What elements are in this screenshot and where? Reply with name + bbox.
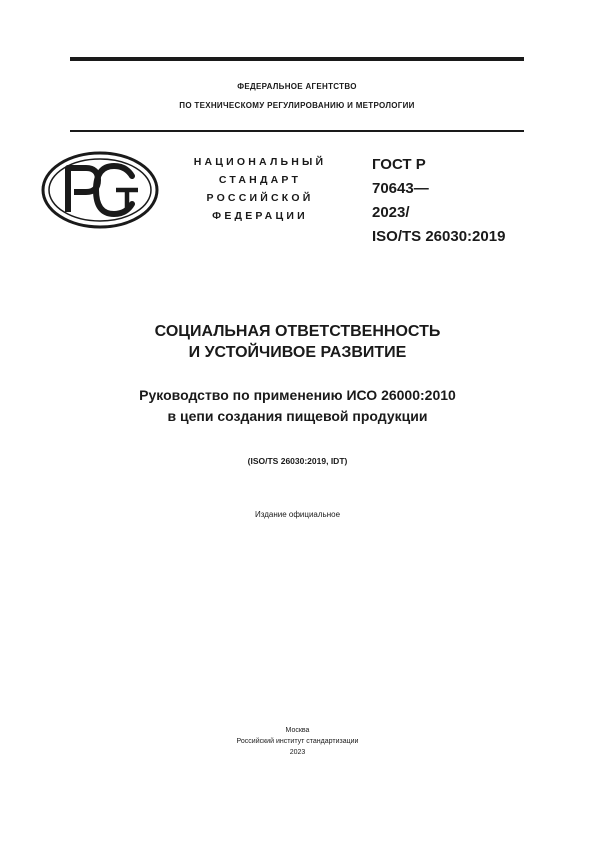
- subtitle-line-1: Руководство по применению ИСО 26000:2010: [139, 387, 456, 403]
- title-line-1: СОЦИАЛЬНАЯ ОТВЕТСТВЕННОСТЬ: [154, 323, 441, 340]
- national-standard-line-3: РОССИЙСКОЙ: [206, 192, 314, 204]
- title-line-2: И УСТОЙЧИВОЕ РАЗВИТИЕ: [188, 344, 407, 361]
- publisher-city: Москва: [285, 727, 310, 734]
- designation-line-4: ISO/TS 26030:2019: [372, 228, 506, 245]
- publisher-institute: Российский институт стандартизации: [236, 738, 359, 745]
- gost-r-emblem-icon: [40, 150, 160, 230]
- agency-line-1: ФЕДЕРАЛЬНОЕ АГЕНТСТВО: [237, 82, 357, 91]
- designation-line-1: ГОСТ Р: [372, 156, 426, 173]
- top-rule: [70, 57, 524, 61]
- publisher-year: 2023: [289, 749, 306, 756]
- designation-line-3: 2023/: [372, 204, 410, 221]
- designation-line-2: 70643—: [372, 180, 429, 197]
- subtitle-line-2: в цепи создания пищевой продукции: [167, 408, 428, 424]
- national-standard-line-2: СТАНДАРТ: [218, 174, 302, 186]
- national-standard-line-4: ФЕДЕРАЦИИ: [212, 210, 308, 222]
- national-standard-line-1: НАЦИОНАЛЬНЫЙ: [193, 156, 327, 168]
- header-rule: [70, 130, 524, 132]
- agency-line-2: ПО ТЕХНИЧЕСКОМУ РЕГУЛИРОВАНИЮ И МЕТРОЛОГИИ: [179, 101, 415, 110]
- edition-label: Издание официальное: [254, 510, 341, 519]
- identity-note: (ISO/TS 26030:2019, IDT): [247, 456, 348, 466]
